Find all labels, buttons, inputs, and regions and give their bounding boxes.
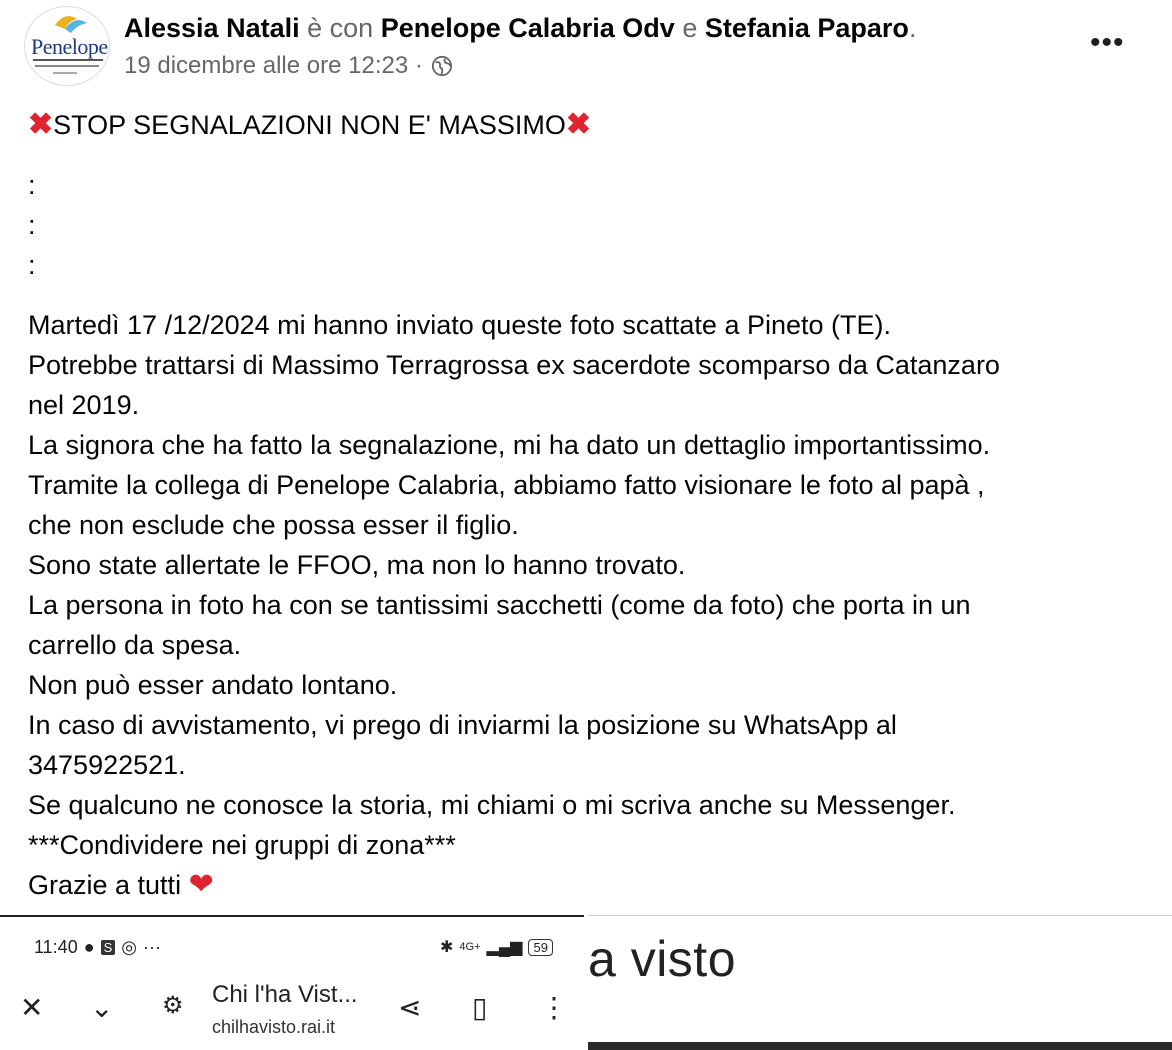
post-line-thanks [28,865,1158,905]
post-header [124,12,916,44]
network-label: 4G+ [459,941,481,953]
post-line: : [28,250,36,280]
post-line: carrello da spesa. [28,630,242,660]
post-line: : [28,170,36,200]
cross-mark-icon: ✖ [28,108,54,141]
post-line: nel 2019. [28,390,140,420]
avatar-logo-line [33,59,103,61]
tagged-page[interactable]: Penelope Calabria Odv [380,13,675,43]
second-image-photo[interactable] [588,1042,1172,1050]
cross-mark-icon: ✖ [565,108,592,141]
avatar-logo-text: Penelope [31,34,108,59]
post-line: La signora che ha fatto la segnalazione, mi ha dato un dettaglio importantissimo. [28,430,991,460]
with-word: è con [307,13,374,43]
bookmark-icon[interactable]: ▯ [472,992,488,1023]
hotspot-icon: ◎ [121,937,137,957]
post-line: In caso di avvistamento, vi prego di inviarmi la posizione su WhatsApp al [28,710,897,740]
image-divider [588,915,1172,916]
post-line: : [28,210,36,240]
second-image-text: a visto [588,931,737,987]
avatar[interactable] [24,6,110,86]
post-line: Grazie a tutti [28,870,182,900]
globe-icon [431,55,453,77]
post-line: Potrebbe trattarsi di Massimo Terragrossa ex sacerdote scomparso da Catanzaro [28,350,1000,380]
post-line: Sono state allertate le FFOO, ma non lo hanno trovato. [28,550,686,580]
signal-icon: ▂▄▆ [486,939,523,956]
s-app-icon: S [101,940,116,955]
ellipsis-icon: ··· [142,937,161,957]
avatar-logo-line [35,65,99,67]
chevron-down-icon[interactable]: ⌄ [90,992,114,1023]
post-line: La persona in foto ha con se tantissimi sacchetti (come da foto) che porta in un [28,590,971,620]
avatar-logo-line [53,72,77,74]
post-line: Martedì 17 /12/2024 mi hanno inviato queste foto scattate a Pineto (TE). [28,310,892,340]
post-meta [124,52,453,80]
share-icon[interactable]: ⋖ [398,992,422,1023]
tab-title: Chi l'ha Vist... [212,981,358,1008]
phone-status-right [440,937,553,957]
post-line-title [28,105,1158,145]
tagged-person[interactable]: Stefania Paparo [704,13,909,43]
post-line: Non può esser andato lontano. [28,670,398,700]
and-word: e [682,13,698,43]
phone-time: 11:40 [34,937,78,957]
tab-url: chilhavisto.rai.it [212,1017,336,1037]
bluetooth-icon: ✱ [440,939,454,956]
more-options-icon[interactable]: ••• [1090,26,1125,59]
post-timestamp[interactable]: 19 dicembre alle ore 12:23 · [124,52,423,79]
post-line: che non esclude che possa esser il figlio. [28,510,519,540]
close-icon[interactable]: ✕ [20,992,44,1023]
page-settings-icon[interactable]: ⚙ [162,992,184,1019]
heart-icon: ❤ [188,868,214,901]
phone-status-left [34,937,161,958]
post-line: Se qualcuno ne conosce la storia, mi chiami o mi scriva anche su Messenger. [28,790,956,820]
post-line: ***Condividere nei gruppi di zona*** [28,830,456,860]
post-line-phone: 3475922521. [28,750,186,780]
post-text [28,105,1158,905]
attached-phone-screenshot[interactable] [0,917,584,1050]
chat-bubble-icon: ● [83,937,95,957]
header-period: . [908,13,917,43]
battery-level: 59 [528,939,552,956]
more-vertical-icon[interactable]: ⋮ [540,992,568,1023]
post-line: STOP SEGNALAZIONI NON E' MASSIMO [53,110,566,140]
post-line: Tramite la collega di Penelope Calabria, abbiamo fatto visionare le foto al papà , [28,470,985,500]
author-name[interactable]: Alessia Natali [124,13,300,43]
